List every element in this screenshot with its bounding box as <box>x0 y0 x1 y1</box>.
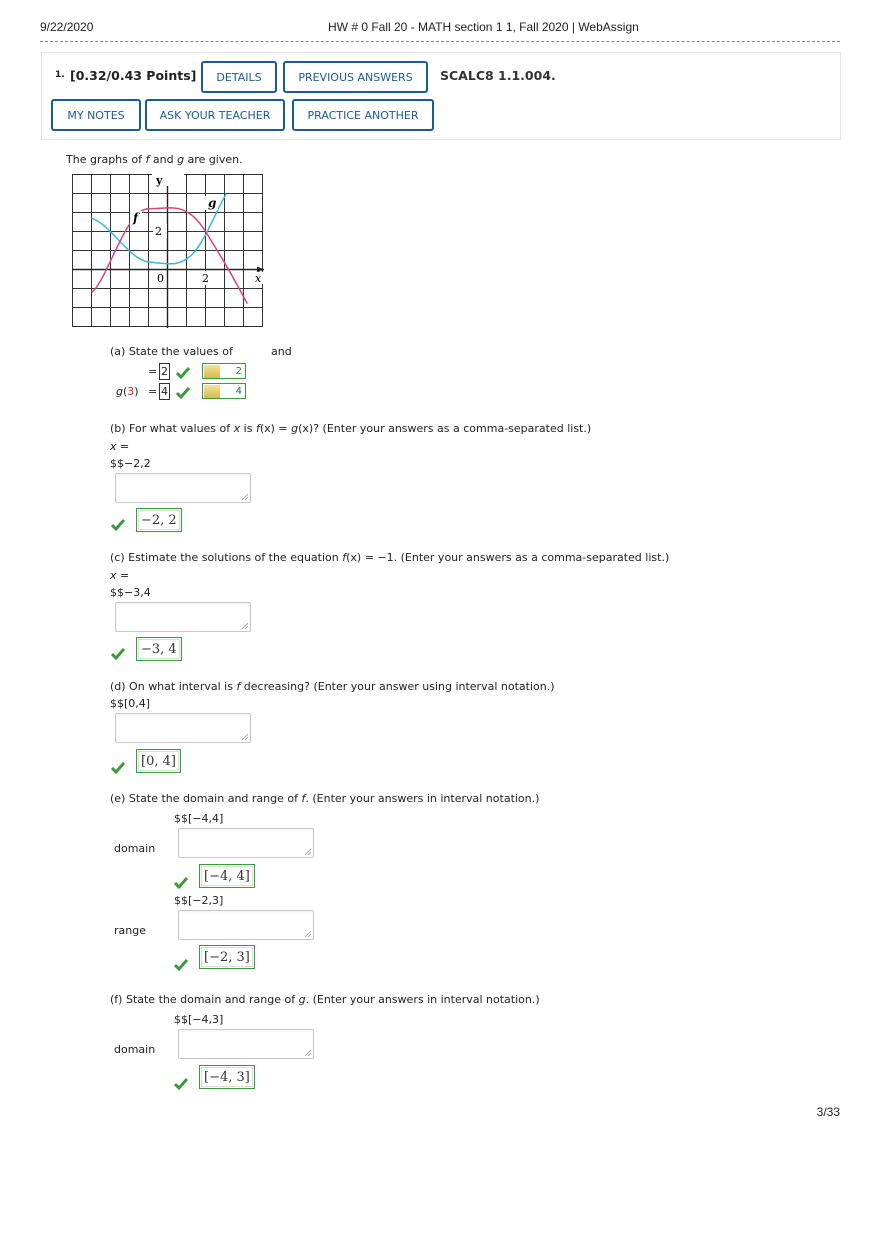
part-b-submitted: $$−2,2 <box>110 457 151 470</box>
part-c-x-equals: x = <box>110 569 130 582</box>
part-e-domain-submitted: $$[−4,4] <box>174 812 224 825</box>
part-e-prompt: (e) State the domain and range of f. (Enter your answers in interval notation.) <box>110 792 540 805</box>
check-icon <box>174 959 188 971</box>
ask-your-teacher-button[interactable]: ASK YOUR TEACHER <box>145 99 285 131</box>
x-tick-2: 2 <box>202 272 209 285</box>
part-a-g3-label: g(3) <box>116 385 139 398</box>
check-icon <box>111 519 125 531</box>
part-a-g-equals: = <box>148 385 158 398</box>
part-a-and: and <box>271 345 292 358</box>
header-divider <box>40 41 840 42</box>
part-b-correct-answer: −2, 2 <box>136 508 182 532</box>
part-f-domain-input[interactable] <box>178 1029 314 1059</box>
part-f-domain-label: domain <box>114 1043 156 1056</box>
part-a-f-value[interactable]: 2 <box>161 365 168 378</box>
part-e-range-label: range <box>114 924 146 937</box>
check-icon <box>176 387 190 399</box>
check-icon <box>111 648 125 660</box>
part-e-range-correct-answer: [−2, 3] <box>199 945 255 969</box>
page-number: 3/33 <box>816 1105 840 1119</box>
question-points: [0.32/0.43 Points] <box>70 68 197 83</box>
part-a-prompt: (a) State the values of <box>110 345 233 358</box>
part-b-prompt: (b) For what values of x is f(x) = g(x)? (Enter your answers as a comma-separated list.) <box>110 422 592 435</box>
part-d-submitted: $$[0,4] <box>110 697 151 710</box>
part-e-range-submitted: $$[−2,3] <box>174 894 224 907</box>
function-graph <box>72 174 264 328</box>
print-date: 9/22/2020 <box>40 20 94 34</box>
f-curve-label: f <box>133 211 139 225</box>
question-prompt: The graphs of f and g are given. <box>66 153 243 166</box>
part-a-g-key-answer[interactable]: 4 <box>202 383 246 399</box>
y-tick-2: 2 <box>155 225 162 238</box>
part-c-correct-answer: −3, 4 <box>136 637 182 661</box>
part-e-domain-correct-answer: [−4, 4] <box>199 864 255 888</box>
part-c-submitted: $$−3,4 <box>110 586 151 599</box>
check-icon <box>174 1078 188 1090</box>
part-f-domain-submitted: $$[−4,3] <box>174 1013 224 1026</box>
part-f-domain-correct-answer: [−4, 3] <box>199 1065 255 1089</box>
previous-answers-button[interactable]: PREVIOUS ANSWERS <box>283 61 428 93</box>
f-curve <box>92 208 248 304</box>
part-a-f-key-answer[interactable]: 2 <box>202 363 246 379</box>
origin-label: 0 <box>157 272 164 285</box>
check-icon <box>174 877 188 889</box>
part-c-prompt: (c) Estimate the solutions of the equation f(x) = −1. (Enter your answers as a comma-separated list.) <box>110 551 670 564</box>
part-d-answer-input[interactable] <box>115 713 251 743</box>
y-axis-label: y <box>156 174 163 187</box>
part-f-prompt: (f) State the domain and range of g. (Enter your answers in interval notation.) <box>110 993 540 1006</box>
check-icon <box>176 367 190 379</box>
print-title: HW # 0 Fall 20 - MATH section 1 1, Fall 2020 | WebAssign <box>328 20 639 34</box>
g-curve-label: g <box>208 196 217 210</box>
part-a-g-value[interactable]: 4 <box>161 385 168 398</box>
my-notes-button[interactable]: MY NOTES <box>51 99 141 131</box>
part-c-answer-input[interactable] <box>115 602 251 632</box>
details-button[interactable]: DETAILS <box>201 61 277 93</box>
part-d-prompt: (d) On what interval is f decreasing? (Enter your answer using interval notation.) <box>110 680 555 693</box>
part-e-domain-input[interactable] <box>178 828 314 858</box>
practice-another-button[interactable]: PRACTICE ANOTHER <box>292 99 434 131</box>
key-icon <box>204 365 220 378</box>
check-icon <box>111 762 125 774</box>
question-number: 1. <box>55 70 65 80</box>
part-e-range-input[interactable] <box>178 910 314 940</box>
part-e-domain-label: domain <box>114 842 156 855</box>
question-code: SCALC8 1.1.004. <box>440 68 556 83</box>
part-a-f-equals: = <box>148 365 158 378</box>
key-icon <box>204 385 220 398</box>
x-axis-label: x <box>255 272 262 285</box>
part-d-correct-answer: [0, 4] <box>136 749 181 773</box>
part-b-x-equals: x = <box>110 440 130 453</box>
part-b-answer-input[interactable] <box>115 473 251 503</box>
